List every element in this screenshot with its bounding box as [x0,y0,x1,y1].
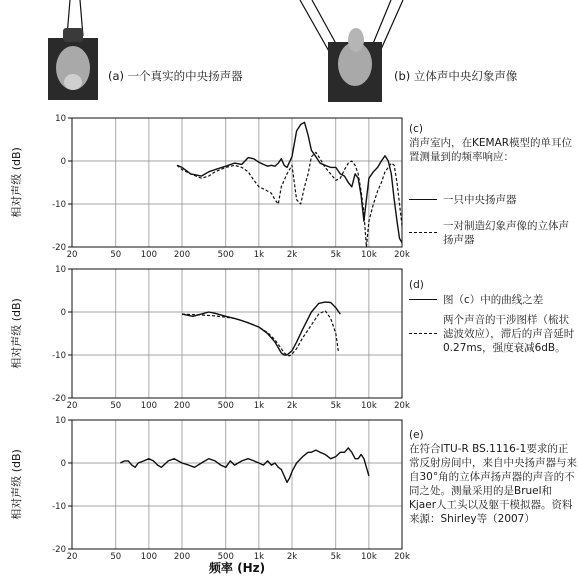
x-tick-label: 100 [140,250,158,260]
x-tick-label: 2k [286,250,298,260]
x-tick-label: 20 [66,250,78,260]
x-tick-label: 2k [286,552,298,562]
panel-c-text [409,122,577,164]
x-tick-label: 10k [361,401,377,411]
x-axis-label: 频率 (Hz) [208,561,266,575]
x-tick-label: 5k [330,401,341,411]
y-tick-label: 10 [55,114,66,124]
x-tick-label: 1k [253,401,265,411]
x-tick-label: 100 [140,552,158,562]
y-tick-label: -20 [52,545,66,555]
caption-b: (b) 立体声中央幻象声像 [394,69,518,83]
x-tick-label: 20k [394,552,410,562]
panel-c-label: (c) [409,123,423,135]
x-tick-label: 50 [110,401,122,411]
legend-swatch-solid [409,299,437,300]
y-tick-label: -10 [52,351,66,361]
x-tick-label: 2k [286,401,298,411]
x-tick-label: 200 [173,552,191,562]
x-tick-label: 1k [253,250,265,260]
legend-d-solid-label: 图（c）中的曲线之差 [443,294,544,306]
x-tick-label: 10k [361,250,377,260]
x-tick-label: 10k [361,552,377,562]
y-tick-label: -20 [52,243,66,253]
y-tick-label: 10 [55,416,66,426]
caption-a: (a) 一个真实的中央扬声器 [108,69,243,83]
plot-frame [72,269,402,398]
plots-layer [9,114,410,575]
legend-c-solid-label: 一只中央扬声器 [443,194,517,206]
y-tick-label: -20 [52,394,66,404]
x-tick-label: 200 [173,401,191,411]
panel-e-description: 在符合ITU-R BS.1116-1要求的正常反射房间中，来自中央扬声器与来自30°角的立体声扬声器的声音的不同之处。测量采用的是Bruel和Kjaer人工头以及躯干模拟器。资料来源：Shirley等（2007） [409,443,577,525]
x-tick-label: 200 [173,250,191,260]
x-tick-label: 500 [217,401,234,411]
y-tick-label: 0 [60,308,66,318]
x-tick-label: 1k [253,552,265,562]
chart-c [9,114,410,260]
legend-d-dashed-label: 两个声音的干涉图样（梳状滤波效应），滞后的声音延时0.27ms，强度衰减6dB。 [443,314,575,354]
x-tick-label: 20k [394,250,410,260]
x-tick-label: 20 [66,552,78,562]
y-tick-label: 0 [60,459,66,469]
x-tick-label: 50 [110,250,122,260]
panel-e-text [409,428,577,526]
legend-c-dashed-label: 一对制造幻象声像的立体声扬声器 [443,220,569,246]
x-tick-label: 5k [330,552,341,562]
photo-real-center-speaker [48,0,98,100]
legend-swatch-dashed [409,232,437,233]
x-tick-label: 20 [66,401,78,411]
panel-e-label: (e) [409,429,424,441]
y-tick-label: 10 [55,265,66,275]
series-line-d-dashed [182,311,339,356]
x-tick-label: 5k [330,250,341,260]
panel-d-label: (d) [409,279,424,291]
series-line-e-solid [120,448,369,483]
series-line-c-dashed [177,152,402,247]
legend-swatch-dashed [409,333,437,334]
plot-frame [72,420,402,549]
y-tick-label: 0 [60,157,66,167]
x-tick-label: 20k [394,401,410,411]
x-tick-label: 100 [140,401,158,411]
x-tick-label: 500 [217,552,234,562]
panel-c-description: 消声室内，在KEMAR模型的单耳位置测量到的频率响应： [409,137,573,163]
legend-swatch-solid [409,199,437,200]
y-tick-label: -10 [52,200,66,210]
chart-d [9,265,410,411]
y-axis-label: 相对声级 (dB) [10,449,23,520]
chart-e [9,416,410,562]
x-tick-label: 500 [217,250,234,260]
y-axis-label: 相对声级 (dB) [10,298,23,369]
y-tick-label: -10 [52,502,66,512]
y-axis-label: 相对声级 (dB) [10,147,23,218]
photo-stereo-phantom-center [300,0,403,102]
x-tick-label: 50 [110,552,122,562]
